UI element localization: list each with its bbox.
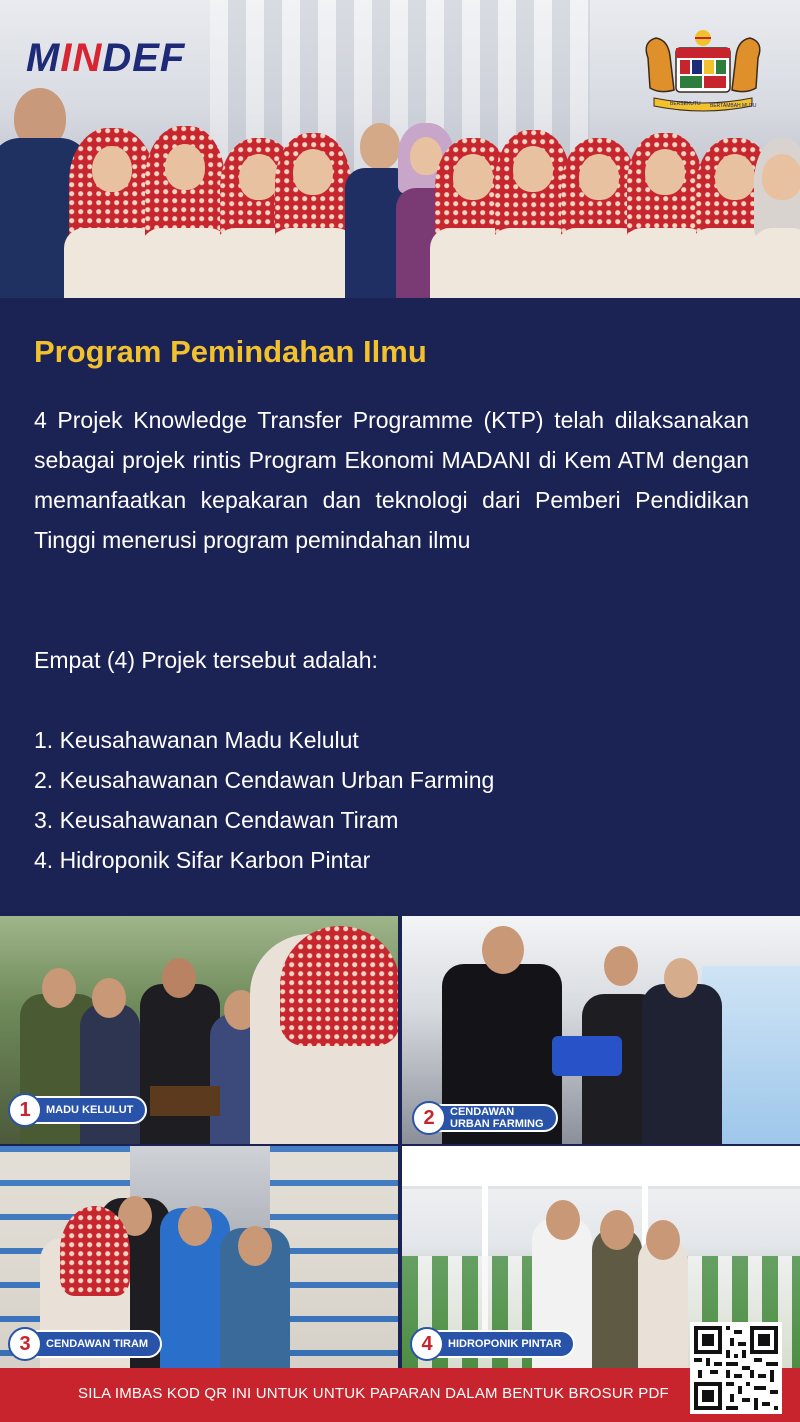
- photo-cendawan-tiram: [0, 1146, 398, 1368]
- qr-code-icon[interactable]: [690, 1322, 782, 1414]
- svg-text:BERSEKUTU: BERSEKUTU: [670, 101, 701, 107]
- list-item: 4. Hidroponik Sifar Karbon Pintar: [34, 847, 371, 873]
- footer-bar: [0, 1368, 800, 1422]
- projects-intro: Empat (4) Projek tersebut adalah:: [34, 647, 378, 673]
- content-panel: [0, 298, 800, 916]
- footer-text: SILA IMBAS KOD QR INI UNTUK UNTUK PAPARAN DALAM BENTUK BROSUR PDF: [78, 1385, 669, 1402]
- list-item: 1. Keusahawanan Madu Kelulut: [34, 727, 359, 753]
- mindef-logo: MINDEF: [26, 36, 186, 80]
- list-item: 2. Keusahawanan Cendawan Urban Farming: [34, 767, 495, 793]
- student: [752, 138, 800, 298]
- hero-photo: [0, 0, 800, 298]
- svg-text:BERTAMBAH MUTU: BERTAMBAH MUTU: [710, 103, 757, 109]
- description-paragraph: 4 Projek Knowledge Transfer Programme (KTP) telah dilaksanakan sebagai projek rintis Program Ekonomi MADANI di Kem ATM dengan memanfaatkan kepakaran dan teknologi dari Pemberi Pendidikan Tinggi menerusi program pemindahan ilmu: [34, 407, 749, 553]
- photo-badge-2: 2 CENDAWAN URBAN FARMING: [414, 1104, 558, 1132]
- photo-badge-1: 1 MADU KELULUT: [10, 1096, 147, 1124]
- coat-of-arms-icon: [640, 28, 766, 114]
- photo-cendawan-urban-farming: [402, 916, 800, 1144]
- page-title: Program Pemindahan Ilmu: [34, 334, 427, 369]
- list-item: 3. Keusahawanan Cendawan Tiram: [34, 807, 399, 833]
- scarf: [280, 926, 398, 1046]
- photo-badge-4: 4 HIDROPONIK PINTAR: [412, 1330, 575, 1358]
- photo-badge-3: 3 CENDAWAN TIRAM: [10, 1330, 162, 1358]
- project-list: [34, 720, 494, 880]
- photo-madu-kelulut: [0, 916, 398, 1144]
